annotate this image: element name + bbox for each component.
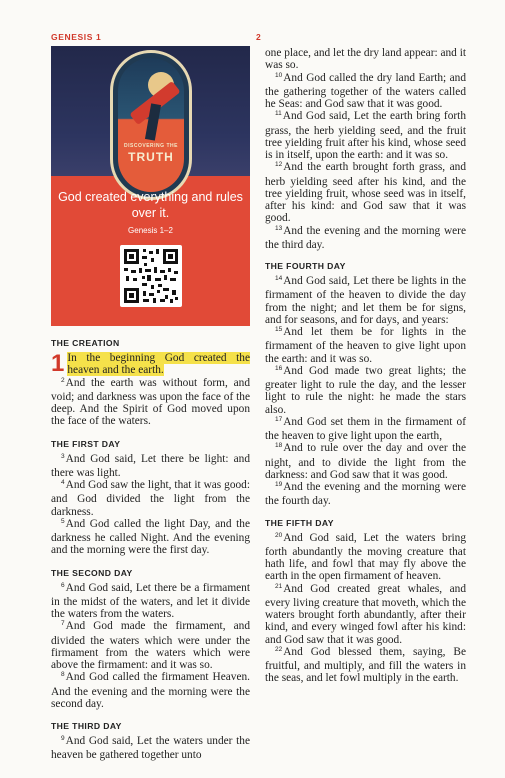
right-column	[265, 47, 466, 685]
verse-14: $^{14}$And God said, Let there be lights in the firmament of the heaven to divide the day from the night; and let them be for signs, and for seasons, and for days, and years:	[265, 275, 466, 326]
verse-20: $^{20}$And God said, Let the waters bring forth abundantly the moving creature that hath life, and fowl that may fly above the earth in the open firmament of heaven.	[265, 531, 466, 583]
running-header	[0, 32, 505, 44]
verse-17: $^{17}$And God set them in the firmament of the heaven to give light upon the earth,	[265, 415, 466, 442]
verse-11: $^{11}$And God said, Let the earth bring forth grass, the herb yielding seed, and the fruit tree yielding fruit after his kind, whose seed is in itself, upon the earth: and it was so.	[265, 110, 466, 161]
qr-code-icon[interactable]	[120, 245, 182, 307]
badge-subtitle: DISCOVERING THE	[124, 143, 178, 149]
telescope-badge-icon	[110, 50, 192, 200]
card-quote: God created everything and rules over it.	[58, 190, 243, 220]
verse-18: $^{18}$And to rule over the day and over the night, and to divide the light from the darkness: and God saw that it was good.	[265, 442, 466, 481]
verse-2: $^2$And the earth was without form, and void; and darkness was upon the face of the deep. And the Spirit of God moved upon the face of the waters.	[51, 376, 250, 428]
heading-first-day: THE FIRST DAY	[51, 438, 121, 449]
verse-13: $^{13}$And the evening and the morning were the third day.	[265, 224, 466, 251]
verse-19: $^{19}$And the evening and the morning were the fourth day.	[265, 481, 466, 508]
card-reference: Genesis 1–2	[128, 226, 173, 235]
verse-9: $^9$And God said, Let the waters under the heaven be gathered together unto	[51, 735, 250, 762]
chapter-number: 1	[51, 350, 65, 377]
discovering-truth-card	[51, 46, 250, 326]
verse-10: $^{10}$And God called the dry land Earth; and the gathering together of the waters called he Seas: and God saw that it was good.	[265, 71, 466, 110]
verse-3: $^3$And God said, Let there be light: and there was light.	[51, 452, 250, 479]
verse-21: $^{21}$And God created great whales, and every living creature that moveth, which the waters brought forth abundantly, after their kind, and every winged fowl after his kind: and God saw that it was good.	[265, 582, 466, 646]
page-number: 2	[256, 32, 261, 42]
heading-fourth-day: THE FOURTH DAY	[265, 261, 346, 271]
verse-5: $^5$And God called the light Day, and the darkness he called Night. And the evening and the morning were the first day.	[51, 517, 250, 557]
verse-1-text-highlighted: In the beginning God created the heaven and the earth.	[67, 352, 250, 377]
heading-third-day: THE THIRD DAY	[51, 721, 122, 731]
heading-creation: THE CREATION	[51, 338, 120, 348]
verse-8: $^8$And God called the firmament Heaven. And the evening and the morning were the second day.	[51, 671, 250, 710]
left-column	[51, 338, 250, 762]
verse-4: $^4$And God saw the light, that it was good: and God divided the light from the darkness.	[51, 479, 250, 518]
heading-second-day: THE SECOND DAY	[51, 567, 133, 578]
verse-12: $^{12}$And the earth brought forth grass, and herb yielding seed after his kind, and the tree yielding fruit, whose seed was in itself, after his kind: and God saw that it was good.	[265, 161, 466, 225]
heading-fifth-day: THE FIFTH DAY	[265, 517, 334, 528]
verse-1	[51, 352, 250, 377]
book-title: GENESIS 1	[51, 32, 102, 42]
verse-22: $^{22}$And God blessed them, saying, Be fruitful, and multiply, and fill the waters in the seas, and let fowl multiply in the earth.	[265, 645, 466, 685]
verse-6: $^6$And God said, Let there be a firmament in the midst of the waters, and let it divide the waters from the waters.	[51, 581, 250, 620]
verse-16: $^{16}$And God made two great lights; the greater light to rule the day, and the lesser light to rule the night: he made the stars also.	[265, 364, 466, 416]
verse-7: $^7$And God made the firmament, and divided the waters which were under the firmament from the waters which were above the firmament: and it was so.	[51, 620, 250, 671]
badge-title: TRUTH	[128, 150, 174, 164]
verse-9-continued: one place, and let the dry land appear: and it was so.	[265, 47, 466, 72]
verse-15: $^{15}$And let them be for lights in the firmament of the heaven to give light upon the earth: and it was so.	[265, 326, 466, 365]
